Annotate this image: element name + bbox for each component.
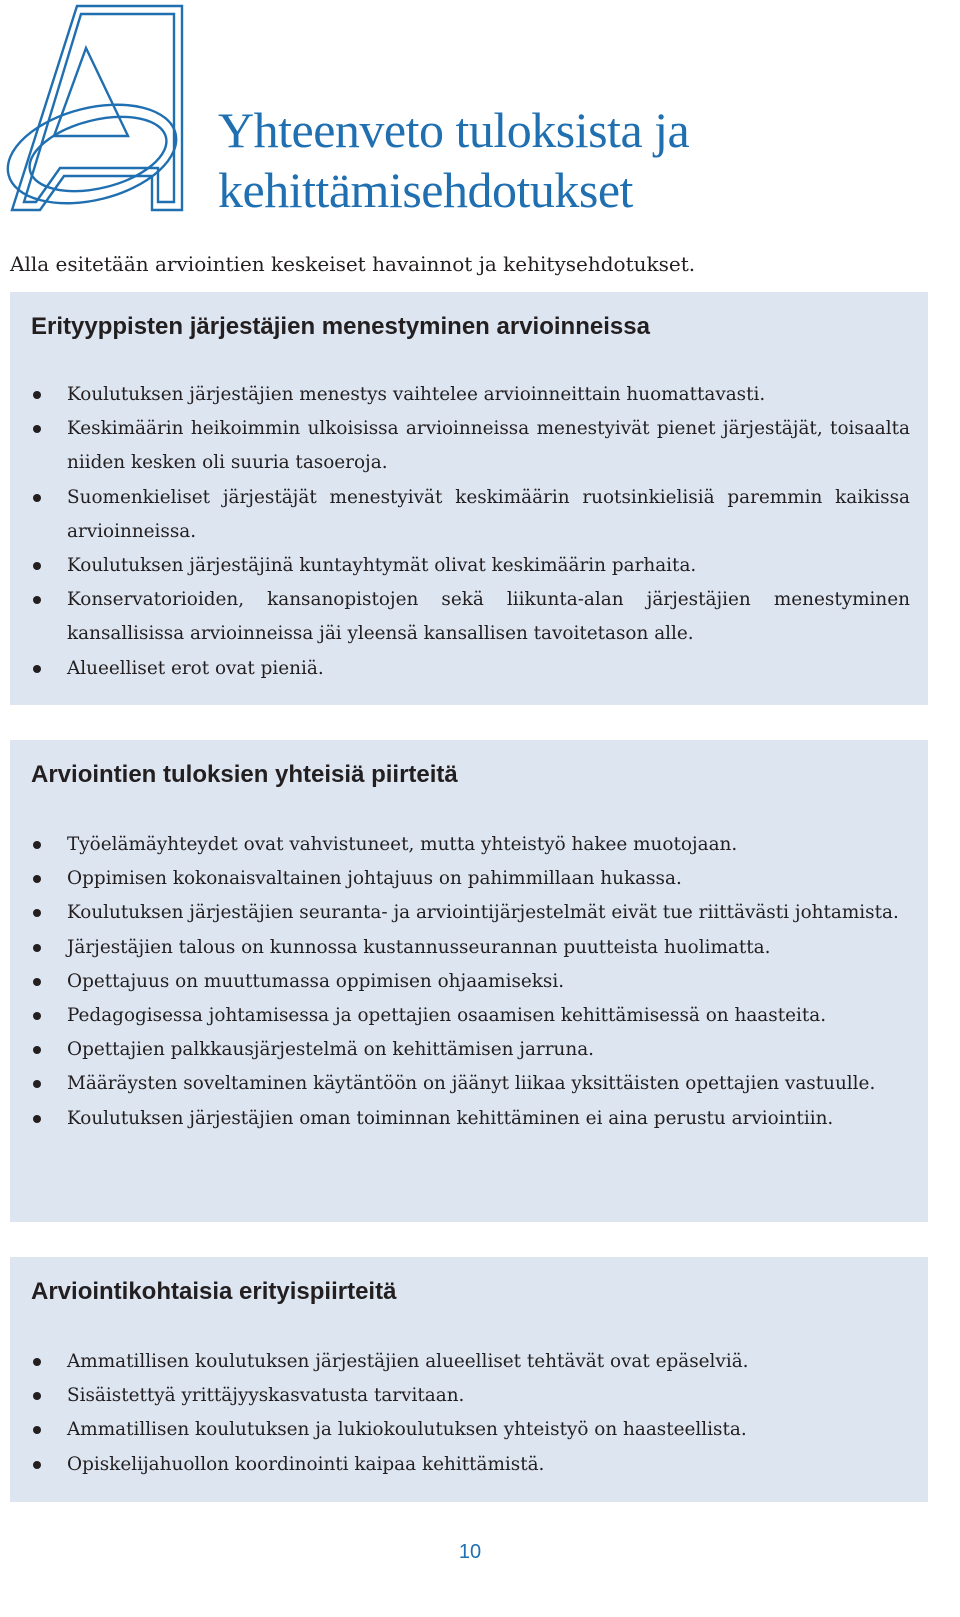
list-item bbox=[10, 1448, 910, 1482]
bullet-icon bbox=[33, 909, 41, 917]
list-item-text: Opiskelijahuollon koordinointi kaipaa kehittämistä. bbox=[67, 1453, 545, 1475]
list-item bbox=[10, 549, 910, 583]
bullet-icon bbox=[33, 1461, 41, 1469]
list-item bbox=[10, 862, 910, 896]
list-item bbox=[10, 828, 910, 862]
list-item bbox=[10, 583, 910, 651]
bullet-icon bbox=[33, 1046, 41, 1054]
list-item-text: Koulutuksen järjestäjien menestys vaihtelee arvioinneittain huomattavasti. bbox=[67, 384, 766, 405]
list-item bbox=[10, 412, 910, 480]
title-line-2: kehittämisehdotukset bbox=[218, 162, 633, 218]
list-item-text: Suomenkieliset järjestäjät menestyivät keskimäärin ruotsinkielisiä paremmin kaikissa arvioinneissa. bbox=[67, 486, 910, 542]
bullet-icon bbox=[33, 562, 41, 570]
intro-text: Alla esitetään arviointien keskeiset havainnot ja kehitysehdotukset. bbox=[10, 252, 696, 276]
bullet-icon bbox=[33, 1358, 41, 1366]
list-item-text: Ammatillisen koulutuksen ja lukiokoulutuksen yhteistyö on haasteellista. bbox=[67, 1419, 747, 1441]
bullet-icon bbox=[33, 1115, 41, 1123]
list-item bbox=[10, 1102, 910, 1136]
logo-icon bbox=[6, 4, 188, 214]
page-title bbox=[218, 100, 689, 220]
list-item bbox=[10, 1067, 910, 1101]
bullet-list-1 bbox=[10, 378, 910, 686]
list-item bbox=[10, 1413, 910, 1447]
list-item-text: Järjestäjien talous on kunnossa kustannusseurannan puutteista huolimatta. bbox=[67, 936, 771, 958]
list-item-text: Opettajuus on muuttumassa oppimisen ohjaamiseksi. bbox=[67, 970, 565, 992]
bullet-icon bbox=[33, 875, 41, 883]
list-item bbox=[10, 1345, 910, 1379]
list-item-text: Koulutuksen järjestäjien oman toiminnan kehittäminen ei aina perustu arviointiin. bbox=[67, 1107, 834, 1129]
list-item-text: Oppimisen kokonaisvaltainen johtajuus on pahimmillaan hukassa. bbox=[67, 868, 682, 890]
list-item bbox=[10, 481, 910, 549]
list-item bbox=[10, 965, 910, 999]
bullet-icon bbox=[33, 391, 41, 399]
list-item bbox=[10, 896, 910, 930]
section-panel-3 bbox=[10, 1257, 928, 1502]
list-item bbox=[10, 378, 910, 412]
list-item bbox=[10, 1379, 910, 1413]
bullet-icon bbox=[33, 425, 41, 433]
bullet-list-2 bbox=[10, 828, 910, 1136]
bullet-list-3 bbox=[10, 1345, 910, 1482]
list-item-text: Määräysten soveltaminen käytäntöön on jäänyt liikaa yksittäisten opettajien vastuulle. bbox=[67, 1073, 876, 1095]
bullet-icon bbox=[33, 1012, 41, 1020]
bullet-icon bbox=[33, 978, 41, 986]
list-item bbox=[10, 1033, 910, 1067]
section-heading-3: Arviointikohtaisia erityispiirteitä bbox=[31, 1278, 397, 1305]
section-panel-2 bbox=[10, 740, 928, 1222]
bullet-icon bbox=[33, 944, 41, 952]
bullet-icon bbox=[33, 1080, 41, 1088]
list-item-text: Koulutuksen järjestäjinä kuntayhtymät olivat keskimäärin parhaita. bbox=[67, 555, 697, 577]
list-item-text: Työelämäyhteydet ovat vahvistuneet, mutta yhteistyö hakee muotojaan. bbox=[67, 834, 738, 855]
list-item-text: Pedagogisessa johtamisessa ja opettajien osaamisen kehittämisessä on haasteita. bbox=[67, 1005, 827, 1027]
section-heading-1: Erityyppisten järjestäjien menestyminen arvioinneissa bbox=[31, 313, 650, 340]
bullet-icon bbox=[33, 665, 41, 673]
list-item bbox=[10, 931, 910, 965]
list-item-text: Alueelliset erot ovat pieniä. bbox=[67, 657, 324, 679]
list-item-text: Opettajien palkkausjärjestelmä on kehittämisen jarruna. bbox=[67, 1039, 595, 1061]
list-item-text: Ammatillisen koulutuksen järjestäjien alueelliset tehtävät ovat epäselviä. bbox=[67, 1351, 749, 1372]
bullet-icon bbox=[33, 494, 41, 502]
list-item bbox=[10, 652, 910, 686]
section-heading-2: Arviointien tuloksien yhteisiä piirteitä bbox=[31, 761, 458, 788]
list-item-text: Konservatorioiden, kansanopistojen sekä liikunta-alan järjestäjien menestyminen kansallisissa arvioinneissa jäi yleensä kansallisen tavoitetason alle. bbox=[67, 589, 910, 645]
page-number: 10 bbox=[458, 1541, 482, 1563]
bullet-icon bbox=[33, 841, 41, 849]
section-panel-1 bbox=[10, 292, 928, 705]
list-item-text: Keskimäärin heikoimmin ulkoisissa arvioinneissa menestyivät pienet järjestäjät, toisaalta niiden kesken oli suuria tasoeroja. bbox=[67, 418, 910, 474]
list-item-text: Sisäistettyä yrittäjyyskasvatusta tarvitaan. bbox=[67, 1385, 465, 1407]
bullet-icon bbox=[33, 1426, 41, 1434]
bullet-icon bbox=[33, 1392, 41, 1400]
list-item-text: Koulutuksen järjestäjien seuranta- ja arviointijärjestelmät eivät tue riittävästi johtamista. bbox=[67, 902, 899, 924]
bullet-icon bbox=[33, 596, 41, 604]
title-line-1: Yhteenveto tuloksista ja bbox=[218, 102, 690, 158]
list-item bbox=[10, 999, 910, 1033]
